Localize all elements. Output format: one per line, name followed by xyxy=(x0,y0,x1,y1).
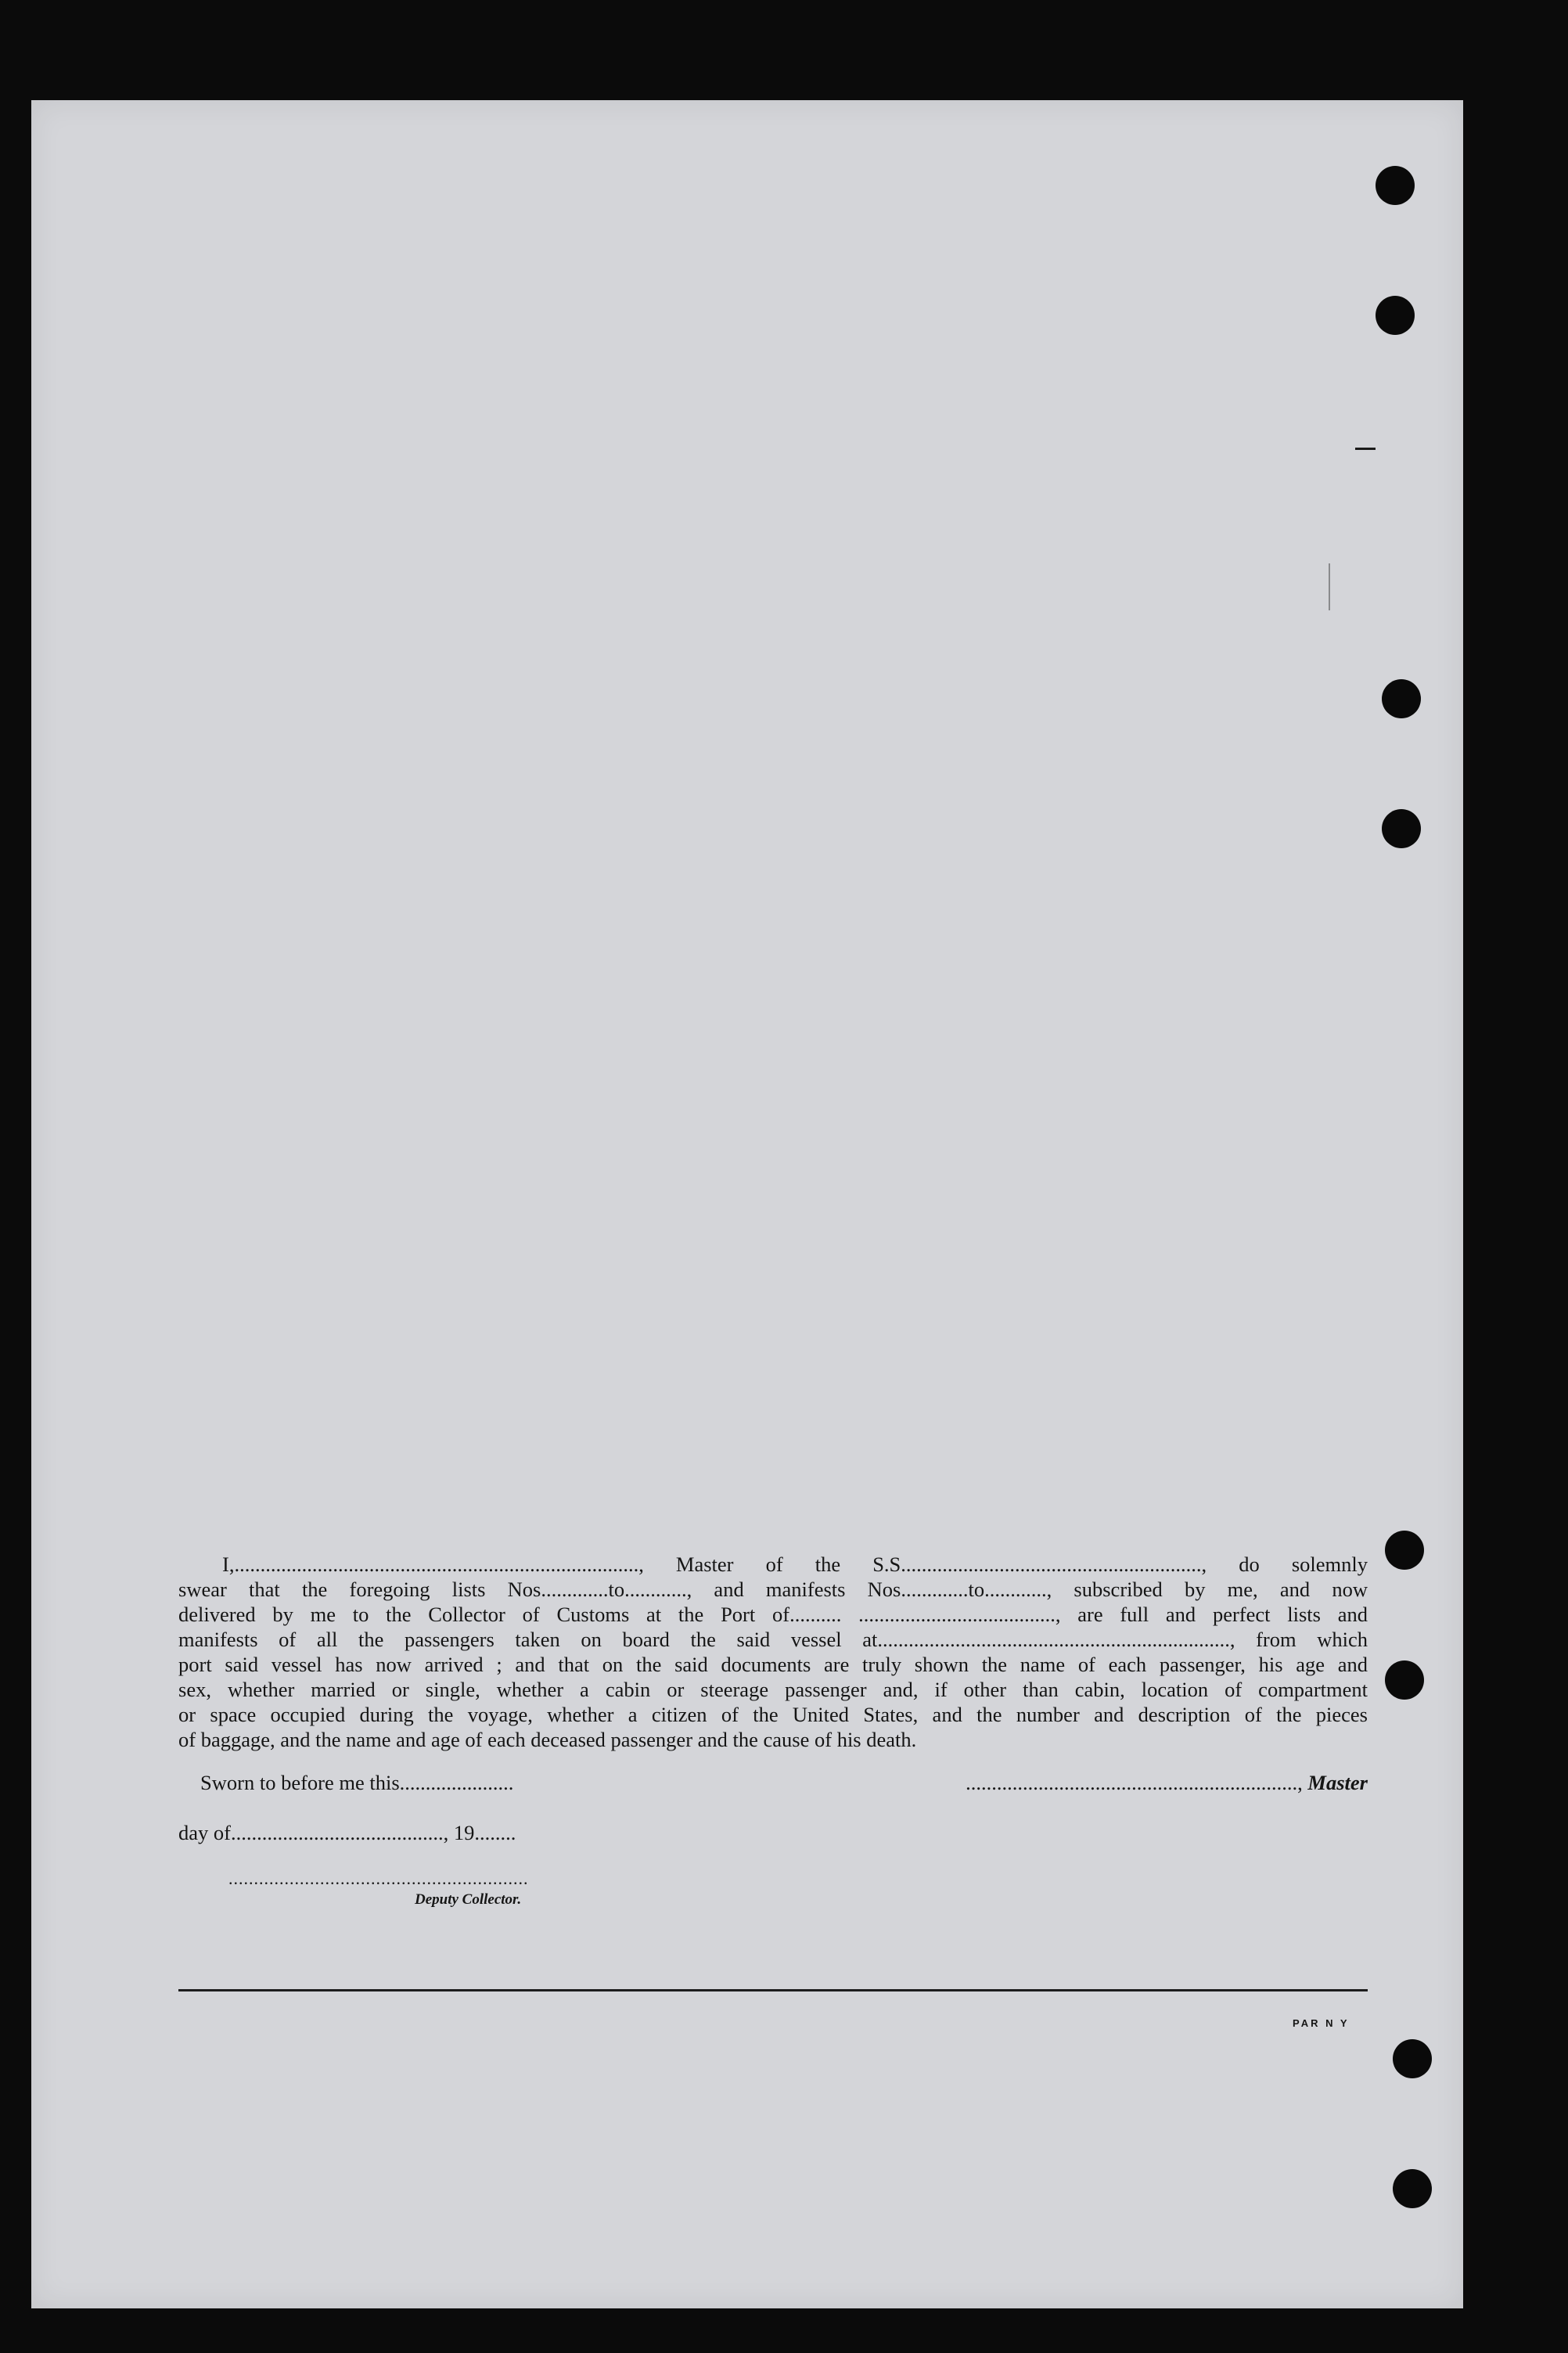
punch-hole xyxy=(1393,2169,1432,2208)
oath-line: delivered by me to the Collector of Customs at the Port of.......... ......................................, are full and perfect lists and xyxy=(178,1603,1368,1626)
oath-paragraph xyxy=(178,1552,1368,1752)
oath-line: I,.............................................................................., Master of the S.S.........................................................., do solemnly xyxy=(222,1552,1368,1576)
margin-mark xyxy=(1329,563,1330,610)
punch-hole xyxy=(1376,166,1415,205)
printer-mark: PAR N Y xyxy=(1293,2017,1350,2029)
oath-line: of baggage, and the name and age of each deceased passenger and the cause of his death. xyxy=(178,1728,917,1751)
master-signature-line: ................................................................, xyxy=(966,1771,1303,1794)
punch-hole xyxy=(1385,1531,1424,1570)
margin-mark xyxy=(1355,448,1376,450)
oath-line: or space occupied during the voyage, whether a citizen of the United States, and the number and description of the pieces xyxy=(178,1703,1368,1726)
day-of-field: day of........................................., 19........ xyxy=(178,1821,516,1844)
punch-hole xyxy=(1376,296,1415,335)
oath-line: sex, whether married or single, whether a cabin or steerage passenger and, if other than cabin, location of compartment xyxy=(178,1678,1368,1701)
punch-hole xyxy=(1382,679,1421,718)
master-label: Master xyxy=(1307,1771,1368,1794)
oath-line: port said vessel has now arrived ; and that on the said documents are truly shown the name of each passenger, his age and xyxy=(178,1653,1368,1676)
horizontal-rule xyxy=(178,1989,1368,1991)
manifest-page xyxy=(31,100,1463,2308)
sworn-before-field: Sworn to before me this...................... xyxy=(200,1771,514,1794)
oath-line: swear that the foregoing lists Nos.............to............, and manifests Nos.............to............, subscribed by me, and now xyxy=(178,1578,1368,1601)
deputy-signature-line: ........................................................... xyxy=(228,1869,529,1888)
punch-hole xyxy=(1382,809,1421,848)
master-signature-field xyxy=(887,1771,1368,1795)
oath-line: manifests of all the passengers taken on board the said vessel at...................................................................., from which xyxy=(178,1628,1368,1651)
deputy-collector-label: Deputy Collector. xyxy=(415,1891,522,1908)
punch-hole xyxy=(1393,2039,1432,2078)
punch-hole xyxy=(1385,1660,1424,1700)
